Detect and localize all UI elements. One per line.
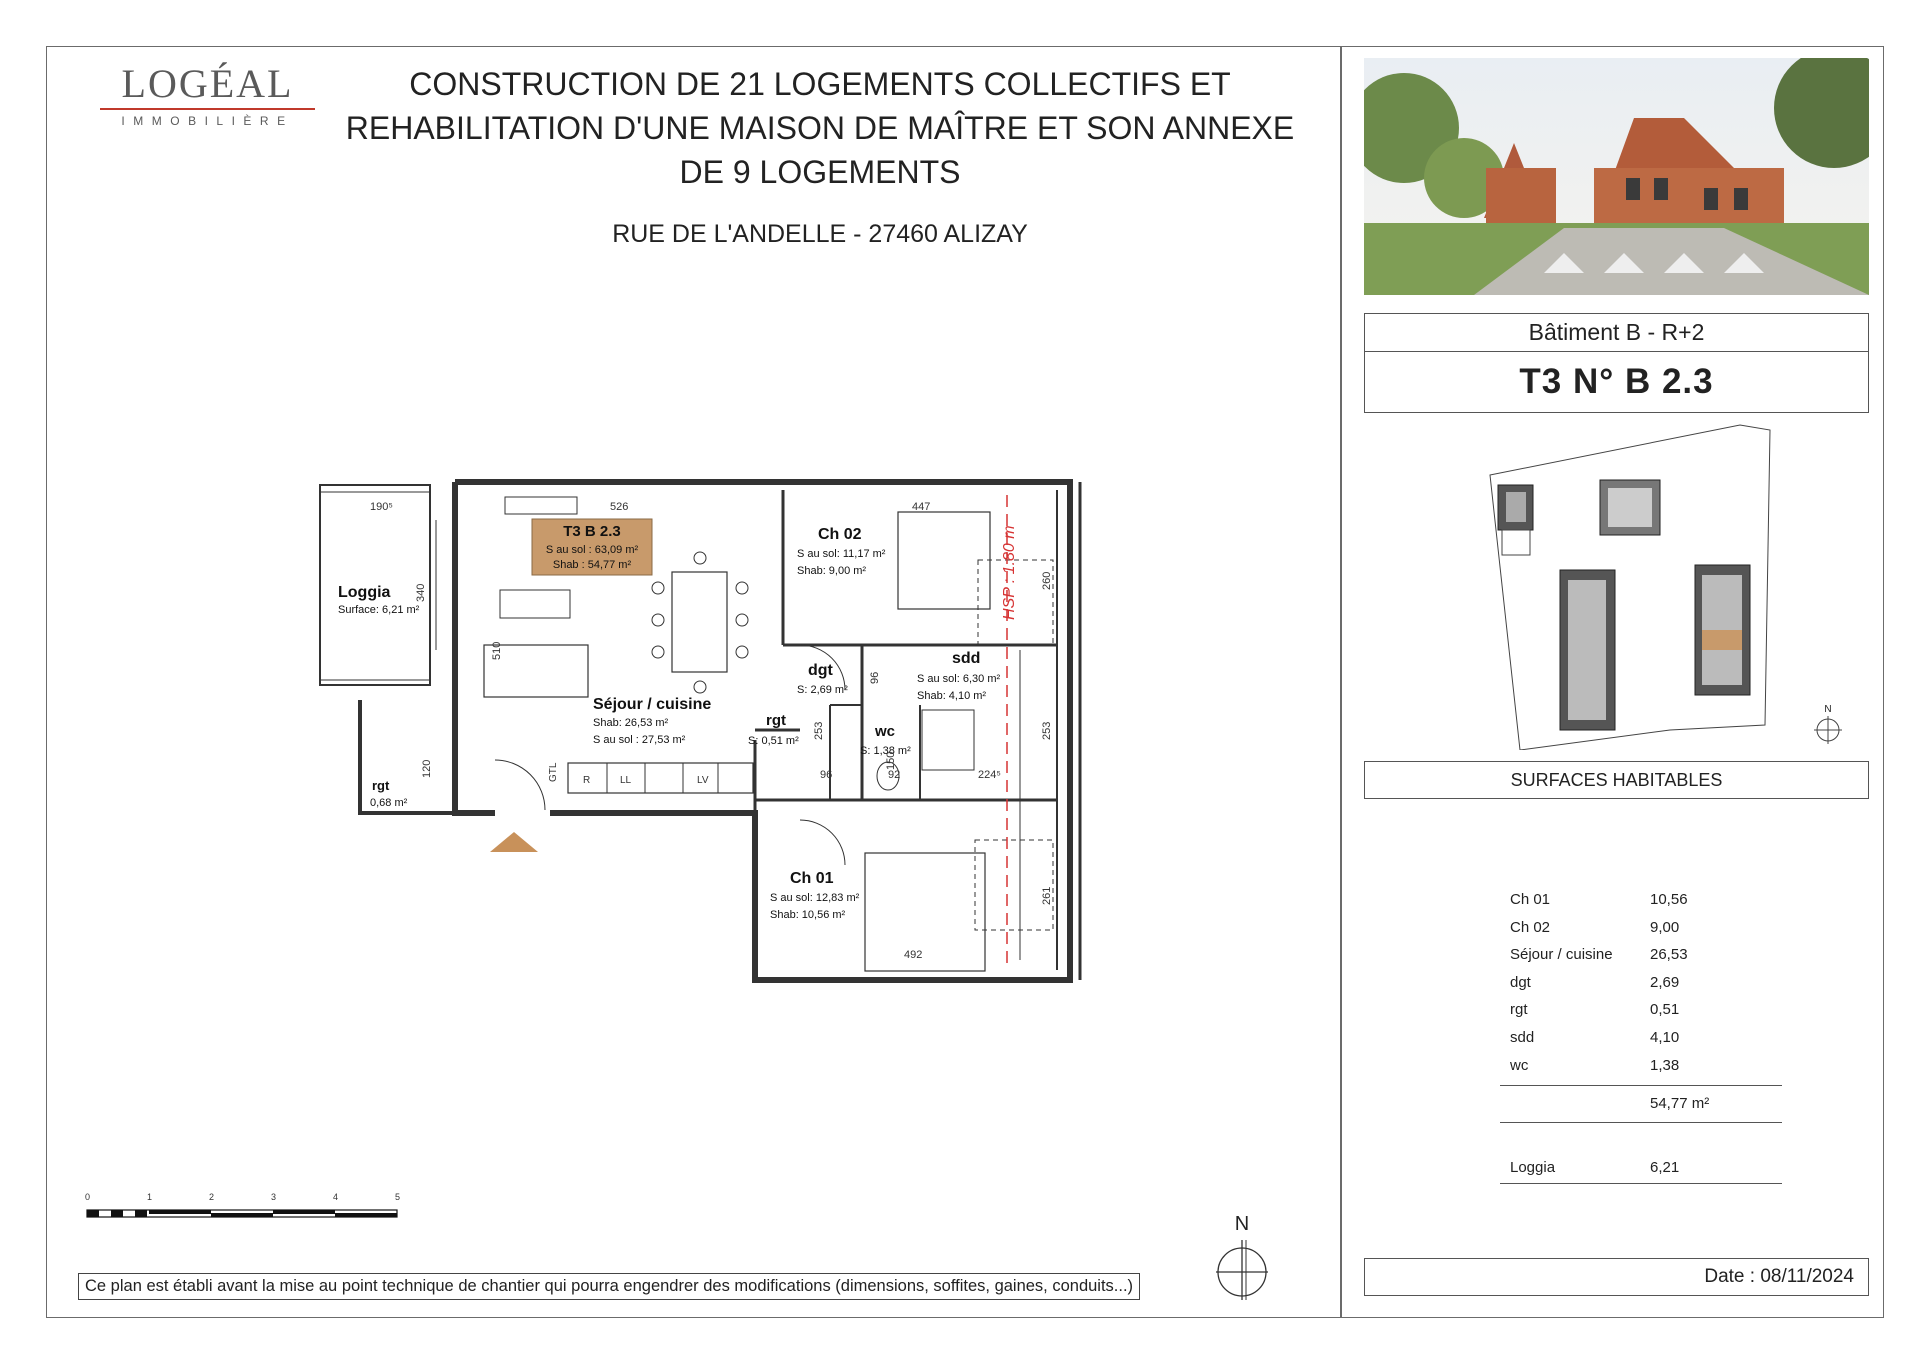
unit-tag-ssol: S au sol : 63,09 m² <box>545 544 639 556</box>
surface-value: 0,51 <box>1650 1001 1680 1019</box>
dim-11: 224⁵ <box>978 769 1001 781</box>
surface-value: 1,38 <box>1650 1056 1680 1074</box>
surface-row <box>1500 888 1782 916</box>
scale-bar <box>78 1190 408 1230</box>
surface-label: Séjour / cuisine <box>1510 946 1613 964</box>
surface-label: Ch 01 <box>1510 891 1551 908</box>
room-loggia: Loggia <box>338 584 391 601</box>
surface-total-row <box>1500 1085 1782 1123</box>
appliance-r: R <box>583 775 591 786</box>
room-sejour: Séjour / cuisine <box>593 696 712 713</box>
room-sdd: sdd <box>952 650 981 667</box>
scale-tick-4: 4 <box>333 1192 339 1202</box>
dim-9: 150 <box>885 751 897 770</box>
room-rgt-2: rgt <box>372 778 390 793</box>
title-line-3: DE 9 LOGEMENTS <box>679 154 961 190</box>
surface-row <box>1500 1054 1782 1082</box>
dim-5: 510 <box>491 641 503 660</box>
dim-4: 340 <box>415 583 427 602</box>
room-ch01-shab: Shab: 10,56 m² <box>770 909 846 921</box>
dim-15: 261 <box>1041 886 1053 905</box>
room-sdd-shab: Shab: 4,10 m² <box>917 690 987 702</box>
surface-label: wc <box>1510 1056 1529 1074</box>
dim-7: 253 <box>813 721 825 740</box>
site-north-label: N <box>1824 704 1832 715</box>
north-arrow <box>1212 1210 1272 1300</box>
surface-value: 9,00 <box>1650 918 1680 936</box>
surface-loggia-label: Loggia <box>1510 1159 1556 1177</box>
surfaces-table <box>1500 888 1782 1184</box>
dim-16: 492 <box>904 949 923 961</box>
room-sejour-ssol: S au sol : 27,53 m² <box>593 734 686 746</box>
room-wc: wc <box>875 723 896 740</box>
appliance-gtl: GTL <box>548 762 559 782</box>
surface-value: 4,10 <box>1650 1028 1680 1046</box>
logo <box>100 62 315 128</box>
surface-row <box>1500 998 1782 1026</box>
room-sejour-shab: Shab: 26,53 m² <box>593 717 669 729</box>
unit-tag-name: T3 B 2.3 <box>563 523 621 540</box>
surface-value: 10,56 <box>1650 891 1688 908</box>
room-rgt-s: S: 0,51 m² <box>748 735 799 747</box>
project-title <box>330 62 1310 194</box>
room-ch02-ssol: S au sol: 11,17 m² <box>797 548 886 560</box>
scale-tick-3: 3 <box>271 1192 277 1202</box>
dim-12: 96 <box>820 769 833 781</box>
surface-row <box>1500 916 1782 944</box>
appliance-ll: LL <box>620 775 632 786</box>
surface-value: 26,53 <box>1650 946 1688 964</box>
floor-plan <box>300 460 1120 1000</box>
room-ch02-shab: Shab: 9,00 m² <box>797 565 867 577</box>
surface-value: 2,69 <box>1650 973 1680 991</box>
room-rgt-2-s: 0,68 m² <box>370 797 408 809</box>
unit-tag-shab: Shab : 54,77 m² <box>552 559 632 571</box>
scale-tick-1: 1 <box>147 1192 153 1202</box>
surface-total: 54,77 m² <box>1650 1095 1710 1113</box>
surface-row <box>1500 971 1782 999</box>
dim-3: 447 <box>912 501 931 513</box>
surface-label: dgt <box>1510 973 1531 991</box>
hsp-label: HSP : 1.80 m <box>1001 525 1018 620</box>
dim-13: 253 <box>1041 721 1053 740</box>
dim-14: 120 <box>421 759 433 778</box>
entry-marker <box>490 832 538 852</box>
dim-6: 260 <box>1041 571 1053 590</box>
room-dgt-s: S: 2,69 m² <box>797 684 848 696</box>
appliance-lv: LV <box>697 775 709 786</box>
scale-tick-2: 2 <box>209 1192 215 1202</box>
room-ch01-ssol: S au sol: 12,83 m² <box>770 892 860 904</box>
dim-2: 526 <box>610 501 629 513</box>
surface-loggia-row <box>1500 1153 1782 1184</box>
logo-subtitle: IMMOBILIÈRE <box>121 114 294 128</box>
surface-loggia-value: 6,21 <box>1650 1159 1680 1177</box>
surface-label: sdd <box>1510 1028 1535 1046</box>
date-box: Date : 08/11/2024 <box>1364 1258 1869 1296</box>
surfaces-heading: SURFACES HABITABLES <box>1364 761 1869 799</box>
dim-1: 190⁵ <box>370 501 393 513</box>
lot-number: T3 N° B 2.3 <box>1519 362 1714 401</box>
scale-tick-5: 5 <box>395 1192 401 1202</box>
title-line-1: CONSTRUCTION DE 21 LOGEMENTS COLLECTIFS ET <box>409 66 1231 102</box>
title-line-2: REHABILITATION D'UNE MAISON DE MAÎTRE ET SON ANNEXE <box>345 110 1295 146</box>
site-plan <box>1470 420 1850 750</box>
surface-label: Ch 02 <box>1510 918 1551 936</box>
scale-tick-0: 0 <box>85 1192 91 1202</box>
building-level: Bâtiment B - R+2 <box>1365 314 1868 352</box>
room-rgt: rgt <box>766 712 786 729</box>
surface-row <box>1500 1026 1782 1054</box>
room-dgt: dgt <box>808 662 833 679</box>
dim-8: 96 <box>869 671 881 684</box>
room-ch01: Ch 01 <box>790 870 834 887</box>
room-wc-s: S: 1,38 m² <box>860 745 911 757</box>
disclaimer: Ce plan est établi avant la mise au point technique de chantier qui pourra engendrer des modifications (dimensions, soffites, gaines, conduits...) <box>78 1273 1140 1300</box>
building-box <box>1364 313 1869 413</box>
room-sdd-ssol: S au sol: 6,30 m² <box>917 673 1001 685</box>
north-label: N <box>1234 1213 1250 1235</box>
dim-10: 92 <box>888 769 901 781</box>
panel-divider <box>1340 46 1342 1318</box>
building-rendering <box>1364 58 1869 295</box>
project-address: RUE DE L'ANDELLE - 27460 ALIZAY <box>612 220 1028 248</box>
room-ch02: Ch 02 <box>818 526 862 543</box>
room-loggia-surface: Surface: 6,21 m² <box>338 604 420 616</box>
surface-label: rgt <box>1510 1001 1528 1019</box>
surface-row <box>1500 943 1782 971</box>
logo-bar <box>100 108 315 110</box>
logo-name: LOGÉAL <box>121 61 294 106</box>
